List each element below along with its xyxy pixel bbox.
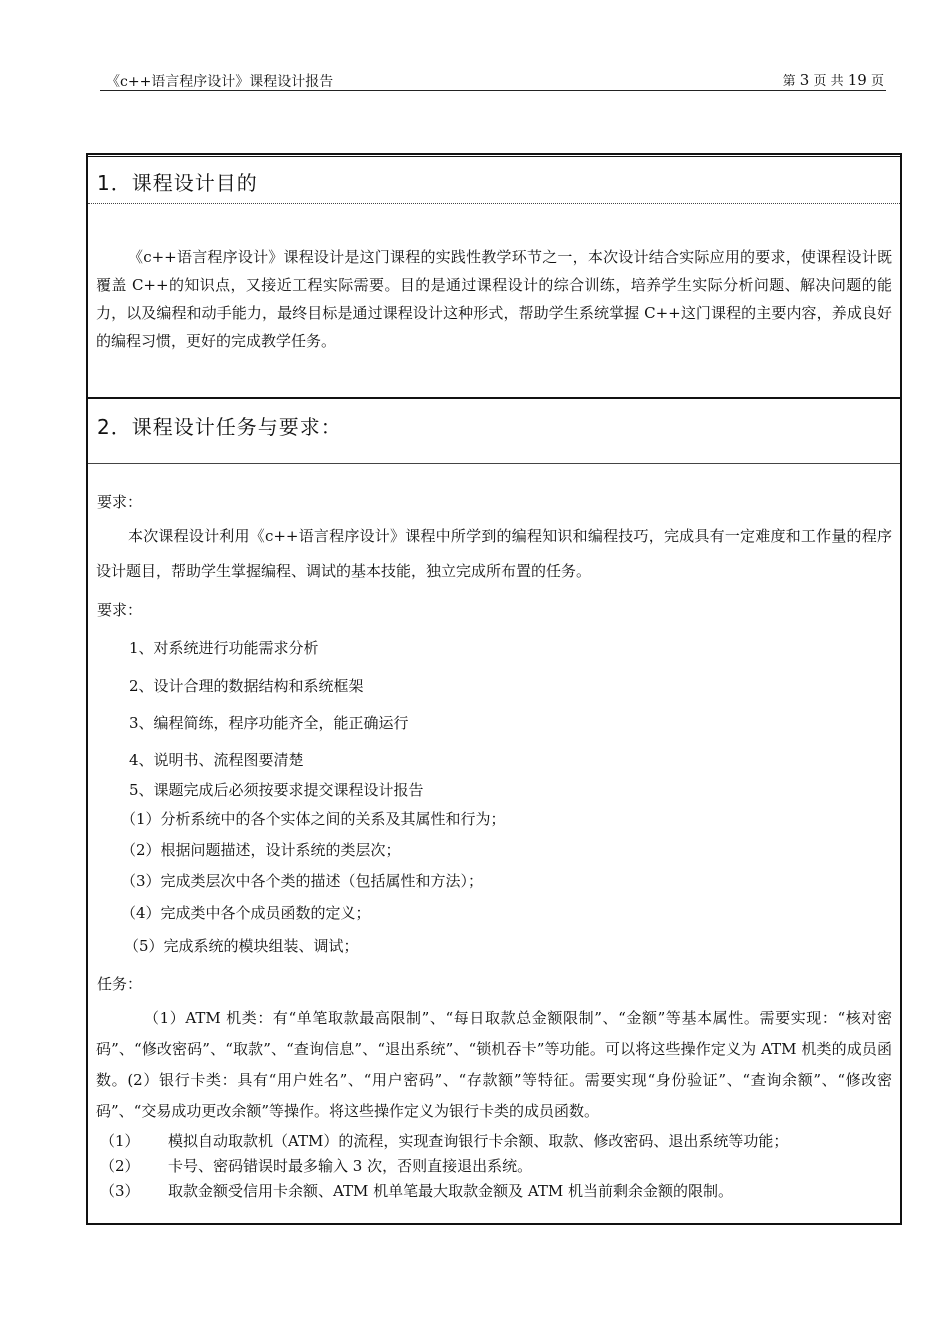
section-separator bbox=[88, 397, 900, 399]
page-suffix: 页 bbox=[870, 74, 884, 89]
section2-title: 2．课程设计任务与要求： bbox=[97, 415, 342, 439]
task-paragraph: （1）ATM 机类：有“单笔取款最高限制”、“每日取款总金额限制”、“金额”等基本属性。需要实现：“核对密码”、“修改密码”、“取款”、“查询信息”、“退出系统”、“锁机吞卡”等功能。可以将这些操作定义为 ATM 机类的成员函数。(2）银行卡类：具有“用户姓名”、“用户密码”、“存款额”等特征。需要实现“身份验证”、“查询余额”、“修改密码”、“交易成功更改余额”等操作。将这些操作定义为银行卡类的成员函数。 bbox=[96, 1009, 892, 1120]
page-number: 3 bbox=[799, 71, 810, 89]
task-label: 任务： bbox=[97, 975, 143, 993]
task-item-number: （1） bbox=[100, 1132, 140, 1150]
section1-title: 1．课程设计目的 bbox=[97, 171, 258, 195]
task-item-text: 卡号、密码错误时最多输入 3 次，否则直接退出系统。 bbox=[168, 1157, 533, 1175]
page-header bbox=[100, 68, 886, 91]
page-prefix: 第 bbox=[782, 74, 796, 89]
requirement-item: 2、设计合理的数据结构和系统框架 bbox=[129, 677, 364, 695]
sub-requirement-item: （5）完成系统的模块组装、调试； bbox=[124, 937, 359, 955]
requirements-label-2: 要求： bbox=[97, 601, 143, 619]
page-middle: 页 共 bbox=[813, 74, 844, 89]
section1-paragraph: 《c++语言程序设计》课程设计是这门课程的实践性教学环节之一，本次设计结合实际应用的要求，使课程设计既覆盖 C++的知识点，又接近工程实际需要。目的是通过课程设计的综合训练，培养学生实际分析问题、解决问题的能力，以及编程和动手能力，最终目标是通过课程设计这种形式，帮助学生系统掌握 C++这门课程的主要内容，养成良好的编程习惯，更好的完成教学任务。 bbox=[96, 248, 892, 350]
page-indicator bbox=[783, 70, 884, 89]
sub-requirement-item: （1）分析系统中的各个实体之间的关系及其属性和行为； bbox=[121, 810, 506, 828]
report-title: 《c++语言程序设计》课程设计报告 bbox=[106, 74, 334, 90]
requirement-item: 5、课题完成后必须按要求提交课程设计报告 bbox=[129, 781, 424, 799]
task-item-text: 取款金额受信用卡余额、ATM 机单笔最大取款金额及 ATM 机当前剩余金额的限制。 bbox=[168, 1182, 734, 1200]
page-total: 19 bbox=[847, 71, 867, 89]
section2-intro: 本次课程设计利用《c++语言程序设计》课程中所学到的编程知识和编程技巧，完成具有一定难度和工作量的程序设计题目，帮助学生掌握编程、调试的基本技能，独立完成所布置的任务。 bbox=[96, 527, 892, 580]
requirements-label: 要求： bbox=[97, 493, 143, 511]
section1-divider bbox=[88, 203, 900, 204]
task-item-number: （2） bbox=[100, 1157, 140, 1175]
section2-divider bbox=[88, 463, 900, 464]
sub-requirement-item: （4）完成类中各个成员函数的定义； bbox=[121, 904, 371, 922]
requirement-item: 3、编程简练，程序功能齐全，能正确运行 bbox=[129, 714, 409, 732]
report-table bbox=[86, 153, 902, 1225]
sub-requirement-item: （2）根据问题描述，设计系统的类层次； bbox=[121, 841, 401, 859]
task-item-text: 模拟自动取款机（ATM）的流程，实现查询银行卡余额、取款、修改密码、退出系统等功能； bbox=[168, 1132, 789, 1150]
requirement-item: 1、对系统进行功能需求分析 bbox=[129, 639, 319, 657]
sub-requirement-item: （3）完成类层次中各个类的描述（包括属性和方法）； bbox=[121, 872, 484, 890]
task-item-number: （3） bbox=[100, 1182, 140, 1200]
requirement-item: 4、说明书、流程图要清楚 bbox=[129, 751, 304, 769]
